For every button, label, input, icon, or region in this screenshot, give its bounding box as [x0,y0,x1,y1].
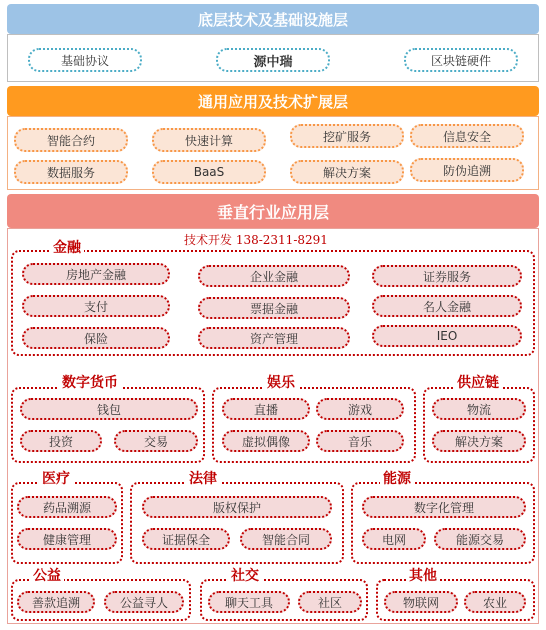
base-item-yuanzhongrui: 源中瑞 [216,48,330,72]
group-finance-label: 金融 [50,240,84,256]
group-welfare-label: 公益 [30,568,64,584]
medical-item-health-mgmt: 健康管理 [17,528,117,550]
finance-item-ieo: IEO [372,325,522,347]
social-item-community: 社区 [298,591,362,613]
finance-item-payment: 支付 [22,295,170,317]
entertainment-item-game: 游戏 [316,398,404,420]
general-item-mining: 挖矿服务 [290,124,404,148]
group-medical [11,482,123,564]
general-item-fast-compute: 快速计算 [152,128,266,152]
group-medical-label: 医疗 [39,471,73,487]
group-other-label: 其他 [406,568,440,584]
energy-item-grid: 电网 [362,528,426,550]
energy-item-digital-mgmt: 数字化管理 [362,496,526,518]
other-item-iot: 物联网 [384,591,458,613]
law-item-evidence: 证据保全 [142,528,230,550]
group-social-label: 社交 [228,568,262,584]
base-item-hardware: 区块链硬件 [404,48,518,72]
general-item-smart-contract: 智能合约 [14,128,128,152]
finance-item-enterprise: 企业金融 [198,265,350,287]
entertainment-item-live: 直播 [222,398,310,420]
law-item-copyright: 版权保护 [142,496,332,518]
vertical-layer-title: 垂直行业应用层 [7,194,539,228]
group-law-label: 法律 [186,471,220,487]
group-currency-label: 数字货币 [59,375,121,391]
finance-item-bills: 票据金融 [198,297,350,319]
finance-item-real-estate: 房地产金融 [22,263,170,285]
general-layer-title: 通用应用及技术扩展层 [7,86,539,116]
currency-item-trading: 交易 [114,430,198,452]
group-entertainment-label: 娱乐 [264,375,298,391]
supply-item-logistics: 物流 [432,398,526,420]
finance-item-celebrity: 名人金融 [372,295,522,317]
other-item-agriculture: 农业 [464,591,526,613]
group-supply-label: 供应链 [454,375,502,391]
medical-item-drug-trace: 药品溯源 [17,496,117,518]
group-law [130,482,344,564]
entertainment-item-virtual-idol: 虚拟偶像 [222,430,310,452]
law-item-smart-contract: 智能合同 [240,528,332,550]
entertainment-item-music: 音乐 [316,430,404,452]
group-energy [351,482,535,564]
base-item-protocol: 基础协议 [28,48,142,72]
base-layer-title: 底层技术及基础设施层 [7,4,539,34]
supply-item-solution: 解决方案 [432,430,526,452]
contact-text: 技术开发 138-2311-8291 [184,233,328,247]
currency-item-wallet: 钱包 [20,398,198,420]
group-energy-label: 能源 [380,471,414,487]
finance-item-asset-mgmt: 资产管理 [198,327,350,349]
welfare-item-donation-trace: 善款追溯 [17,591,95,613]
currency-item-investment: 投资 [20,430,102,452]
welfare-item-missing-person: 公益寻人 [104,591,184,613]
social-item-chat: 聊天工具 [208,591,290,613]
general-item-baas: BaaS [152,160,266,184]
general-item-security: 信息安全 [410,124,524,148]
general-item-solution: 解决方案 [290,160,404,184]
finance-item-securities: 证券服务 [372,265,522,287]
general-item-anti-counterfeit: 防伪追溯 [410,158,524,182]
general-item-data-service: 数据服务 [14,160,128,184]
energy-item-trading: 能源交易 [434,528,526,550]
finance-item-insurance: 保险 [22,327,170,349]
